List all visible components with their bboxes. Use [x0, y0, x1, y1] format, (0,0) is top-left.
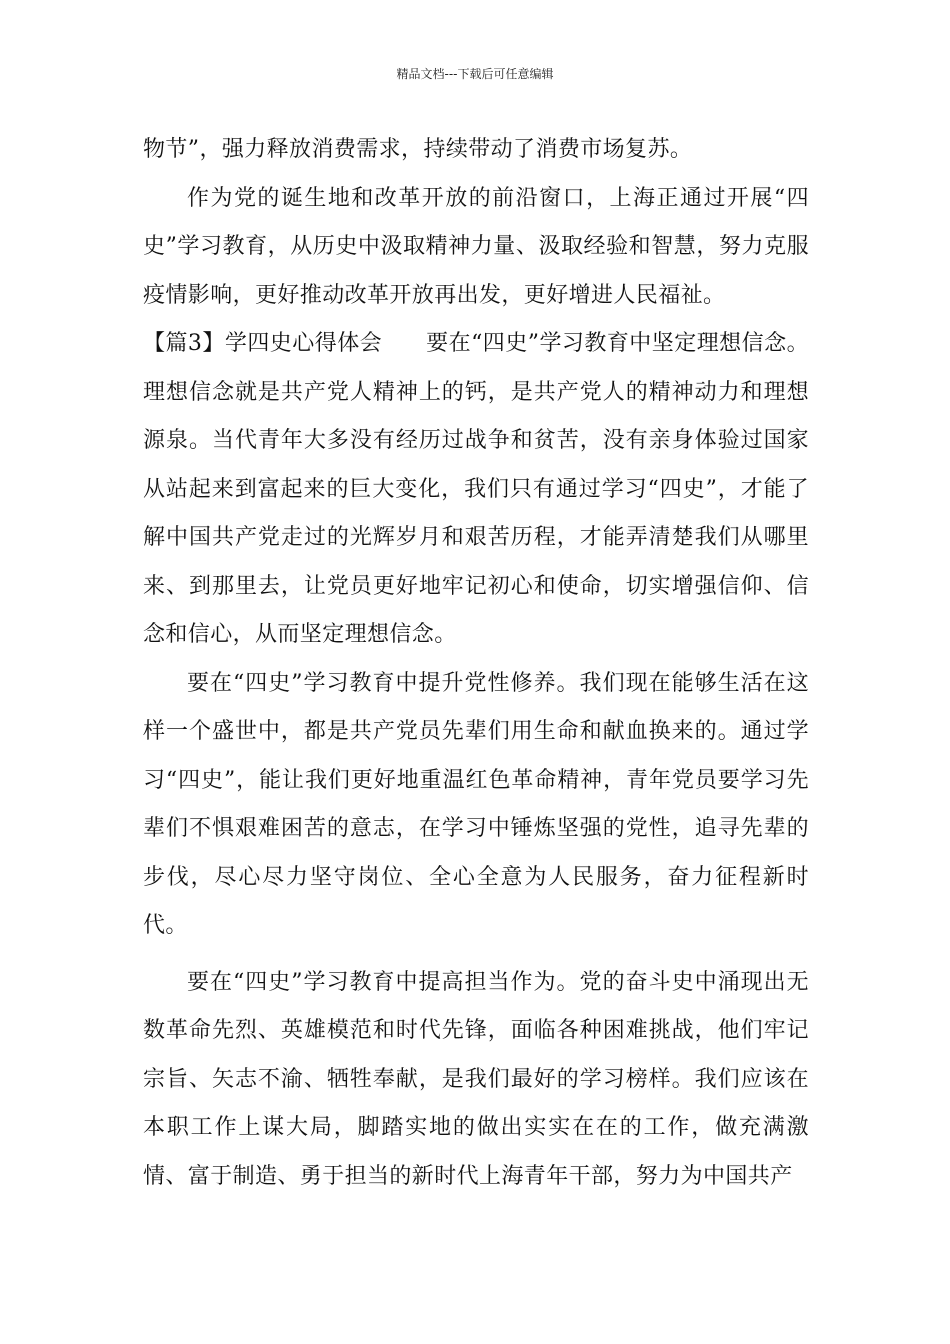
- paragraph-continuation: 物节”，强力释放消费需求，持续带动了消费市场复苏。: [143, 137, 693, 162]
- paragraph-responsibility: 要在“四史”学习教育中提高担当作为。党的奋斗史中涌现出无数革命先烈、英雄模范和时代先锋，面临各种困难挑战，他们牢记宗旨、矢志不渝、牺牲奉献，是我们最好的学习榜样。我们应该在本职工作上谋大局，脚踏实地的做出实实在在的工作，做充满激情、富于制造、勇于担当的新时代上海青年干部，努力为中国共产: [143, 969, 809, 1189]
- paragraph-ideals: 要在“四史”学习教育中坚定理想信念。理想信念就是共产党人精神上的钙，是共产党人的精神动力和理想源泉。当代青年大多没有经历过战争和贫苦，没有亲身体验过国家从站起来到富起来的巨大变化，我们只有通过学习“四史”，才能了解中国共产党走过的光辉岁月和艰苦历程，才能弄清楚我们从哪里来、到那里去，让党员更好地牢记初心和使命，切实增强信仰、信念和信心，从而坚定理想信念。: [143, 331, 809, 647]
- paragraph-section-3: [143, 320, 809, 660]
- page-header: 精品文档---下载后可任意编辑: [396, 67, 554, 81]
- paragraph-party-spirit: 要在“四史”学习教育中提升党性修养。我们现在能够生活在这样一个盛世中，都是共产党员先辈们用生命和献血换来的。通过学习“四史”，能让我们更好地重温红色革命精神，青年党员要学习先辈们不惧艰难困苦的意志，在学习中锤炼坚强的党性，追寻先辈的步伐，尽心尽力坚守岗位、全心全意为人民服务，奋力征程新时代。: [143, 670, 809, 938]
- paragraph-shanghai: 作为党的诞生地和改革开放的前沿窗口，上海正通过开展“四史”学习教育，从历史中汲取精神力量、汲取经验和智慧，努力克服疫情影响，更好推动改革开放再出发，更好增进人民福祉。: [143, 185, 809, 308]
- document-body: [143, 126, 809, 1201]
- section-heading: 【篇3】学四史心得体会: [143, 331, 383, 356]
